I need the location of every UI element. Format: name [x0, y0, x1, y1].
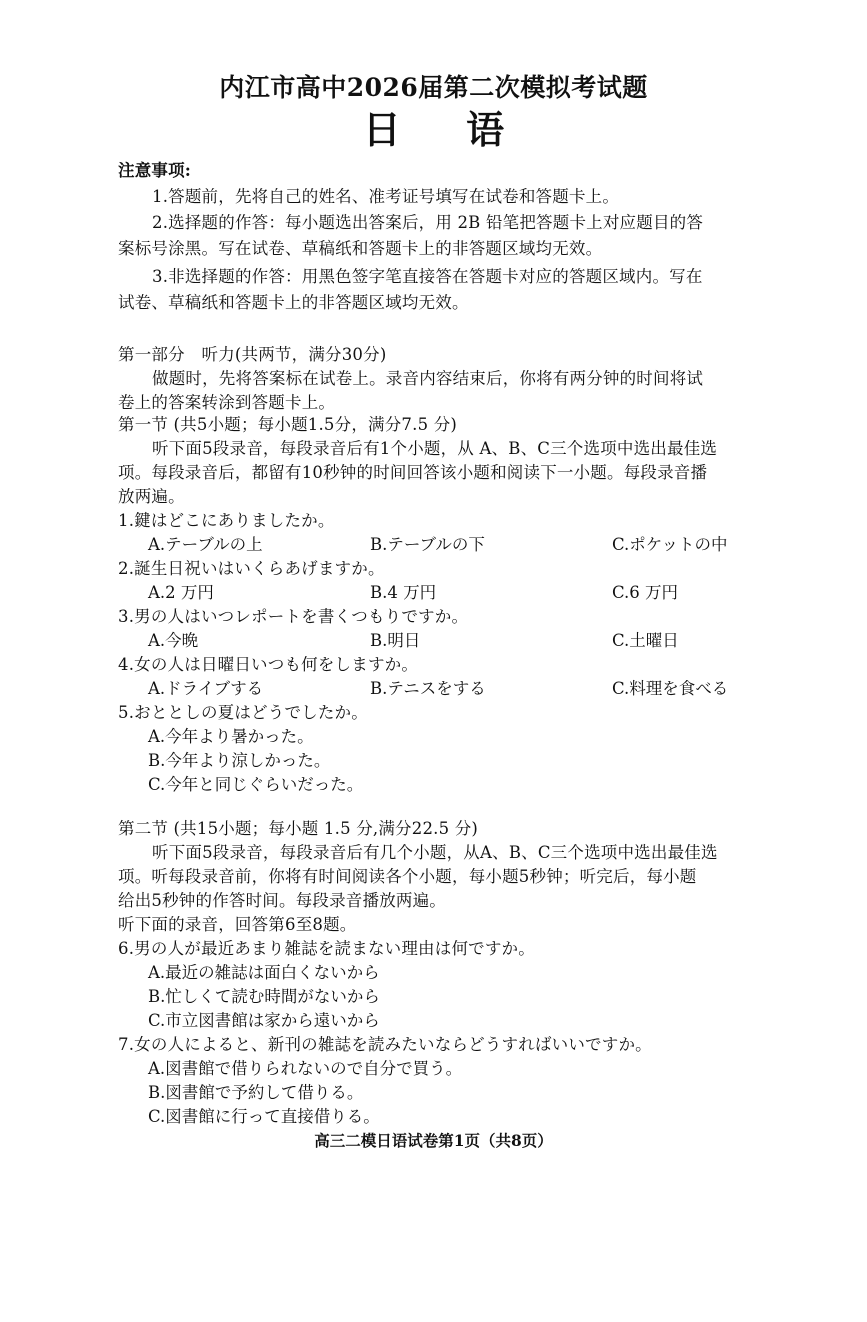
question-7-option-a: A.図書館で借りられないので自分で買う。 — [148, 1059, 463, 1078]
section1-intro-a: 听下面5段录音，每段录音后有1个小题，从 A、B、C三个选项中选出最佳选 — [152, 439, 718, 458]
question-5-option-a: A.今年より暑かった。 — [148, 727, 314, 746]
section1-intro-b: 项。每段录音后，都留有10秒钟的时间回答该小题和阅读下一小题。每段录音播 — [118, 463, 708, 482]
part1-intro-b: 卷上的答案转涂到答题卡上。 — [118, 393, 336, 412]
section1-intro-c: 放两遍。 — [118, 487, 185, 506]
section2-intro-c: 给出5秒钟的作答时间。每段录音播放两遍。 — [118, 891, 446, 910]
section2-intro-d: 听下面的录音，回答第6至8题。 — [118, 915, 357, 934]
question-2-option-c: C.6 万円 — [612, 583, 679, 602]
notice-heading: 注意事项: — [118, 161, 192, 180]
question-7-option-b: B.図書館で予約して借りる。 — [148, 1083, 364, 1102]
notice-line-3a: 3.非选择题的作答：用黑色签字笔直接答在答题卡对应的答题区域内。写在 — [152, 267, 703, 286]
question-5-option-b: B.今年より涼しかった。 — [148, 751, 331, 770]
question-3-option-a: A.今晩 — [148, 631, 199, 650]
question-1-option-c: C.ポケットの中 — [612, 535, 728, 554]
question-5-stem: 5.おととしの夏はどうでしたか。 — [118, 703, 368, 722]
question-4-stem: 4.女の人は日曜日いつも何をしますか。 — [118, 655, 419, 674]
question-4-option-b: B.テニスをする — [370, 679, 486, 698]
question-2-option-b: B.4 万円 — [370, 583, 437, 602]
question-6-stem: 6.男の人が最近あまり雑誌を読まない理由は何ですか。 — [118, 939, 535, 958]
question-1-stem: 1.鍵はどこにありましたか。 — [118, 511, 335, 530]
question-2-option-a: A.2 万円 — [148, 583, 214, 602]
notice-line-2a: 2.选择题的作答：每小题选出答案后，用 2B 铅笔把答题卡上对应题目的答 — [152, 213, 704, 232]
question-7-stem: 7.女の人によると、新刊の雑誌を読みたいならどうすればいいですか。 — [118, 1035, 652, 1054]
exam-title: 内江市高中2026届第二次模拟考试题 — [219, 73, 648, 102]
question-2-stem: 2.誕生日祝いはいくらあげますか。 — [118, 559, 385, 578]
section1-heading: 第一节 (共5小题；每小题1.5分，满分7.5 分) — [118, 415, 458, 434]
notice-line-3b: 试卷、草稿纸和答题卡上的非答题区域均无效。 — [118, 293, 469, 312]
question-3-option-c: C.土曜日 — [612, 631, 679, 650]
section2-heading: 第二节 (共15小题；每小题 1.5 分,满分22.5 分) — [118, 819, 479, 838]
notice-line-2b: 案标号涂黑。写在试卷、草稿纸和答题卡上的非答题区域均无效。 — [118, 239, 603, 258]
section2-intro-a: 听下面5段录音，每段录音后有几个小题，从A、B、C三个选项中选出最佳选 — [152, 843, 718, 862]
question-6-option-b: B.忙しくて読む時間がないから — [148, 987, 380, 1006]
question-6-option-c: C.市立図書館は家から遠いから — [148, 1011, 380, 1030]
question-5-option-c: C.今年と同じぐらいだった。 — [148, 775, 364, 794]
question-4-option-a: A.ドライブする — [148, 679, 264, 698]
question-3-option-b: B.明日 — [370, 631, 421, 650]
question-7-option-c: C.図書館に行って直接借りる。 — [148, 1107, 380, 1126]
question-6-option-a: A.最近の雑誌は面白くないから — [148, 963, 380, 982]
section2-intro-b: 项。听每段录音前，你将有时间阅读各个小题，每小题5秒钟；听完后，每小题 — [118, 867, 697, 886]
question-1-option-b: B.テーブルの下 — [370, 535, 485, 554]
part1-heading: 第一部分 听力(共两节，满分30分) — [118, 345, 387, 364]
page-footer: 高三二模日语试卷第1页（共8页） — [314, 1131, 553, 1150]
question-4-option-c: C.料理を食べる — [612, 679, 729, 698]
part1-intro-a: 做题时，先将答案标在试卷上。录音内容结束后，你将有两分钟的时间将试 — [152, 369, 704, 388]
subject-title: 日 语 — [362, 107, 531, 152]
question-3-stem: 3.男の人はいつレポートを書くつもりですか。 — [118, 607, 469, 626]
question-1-option-a: A.テーブルの上 — [148, 535, 263, 554]
notice-line-1: 1.答题前，先将自己的姓名、准考证号填写在试卷和答题卡上。 — [152, 187, 620, 206]
